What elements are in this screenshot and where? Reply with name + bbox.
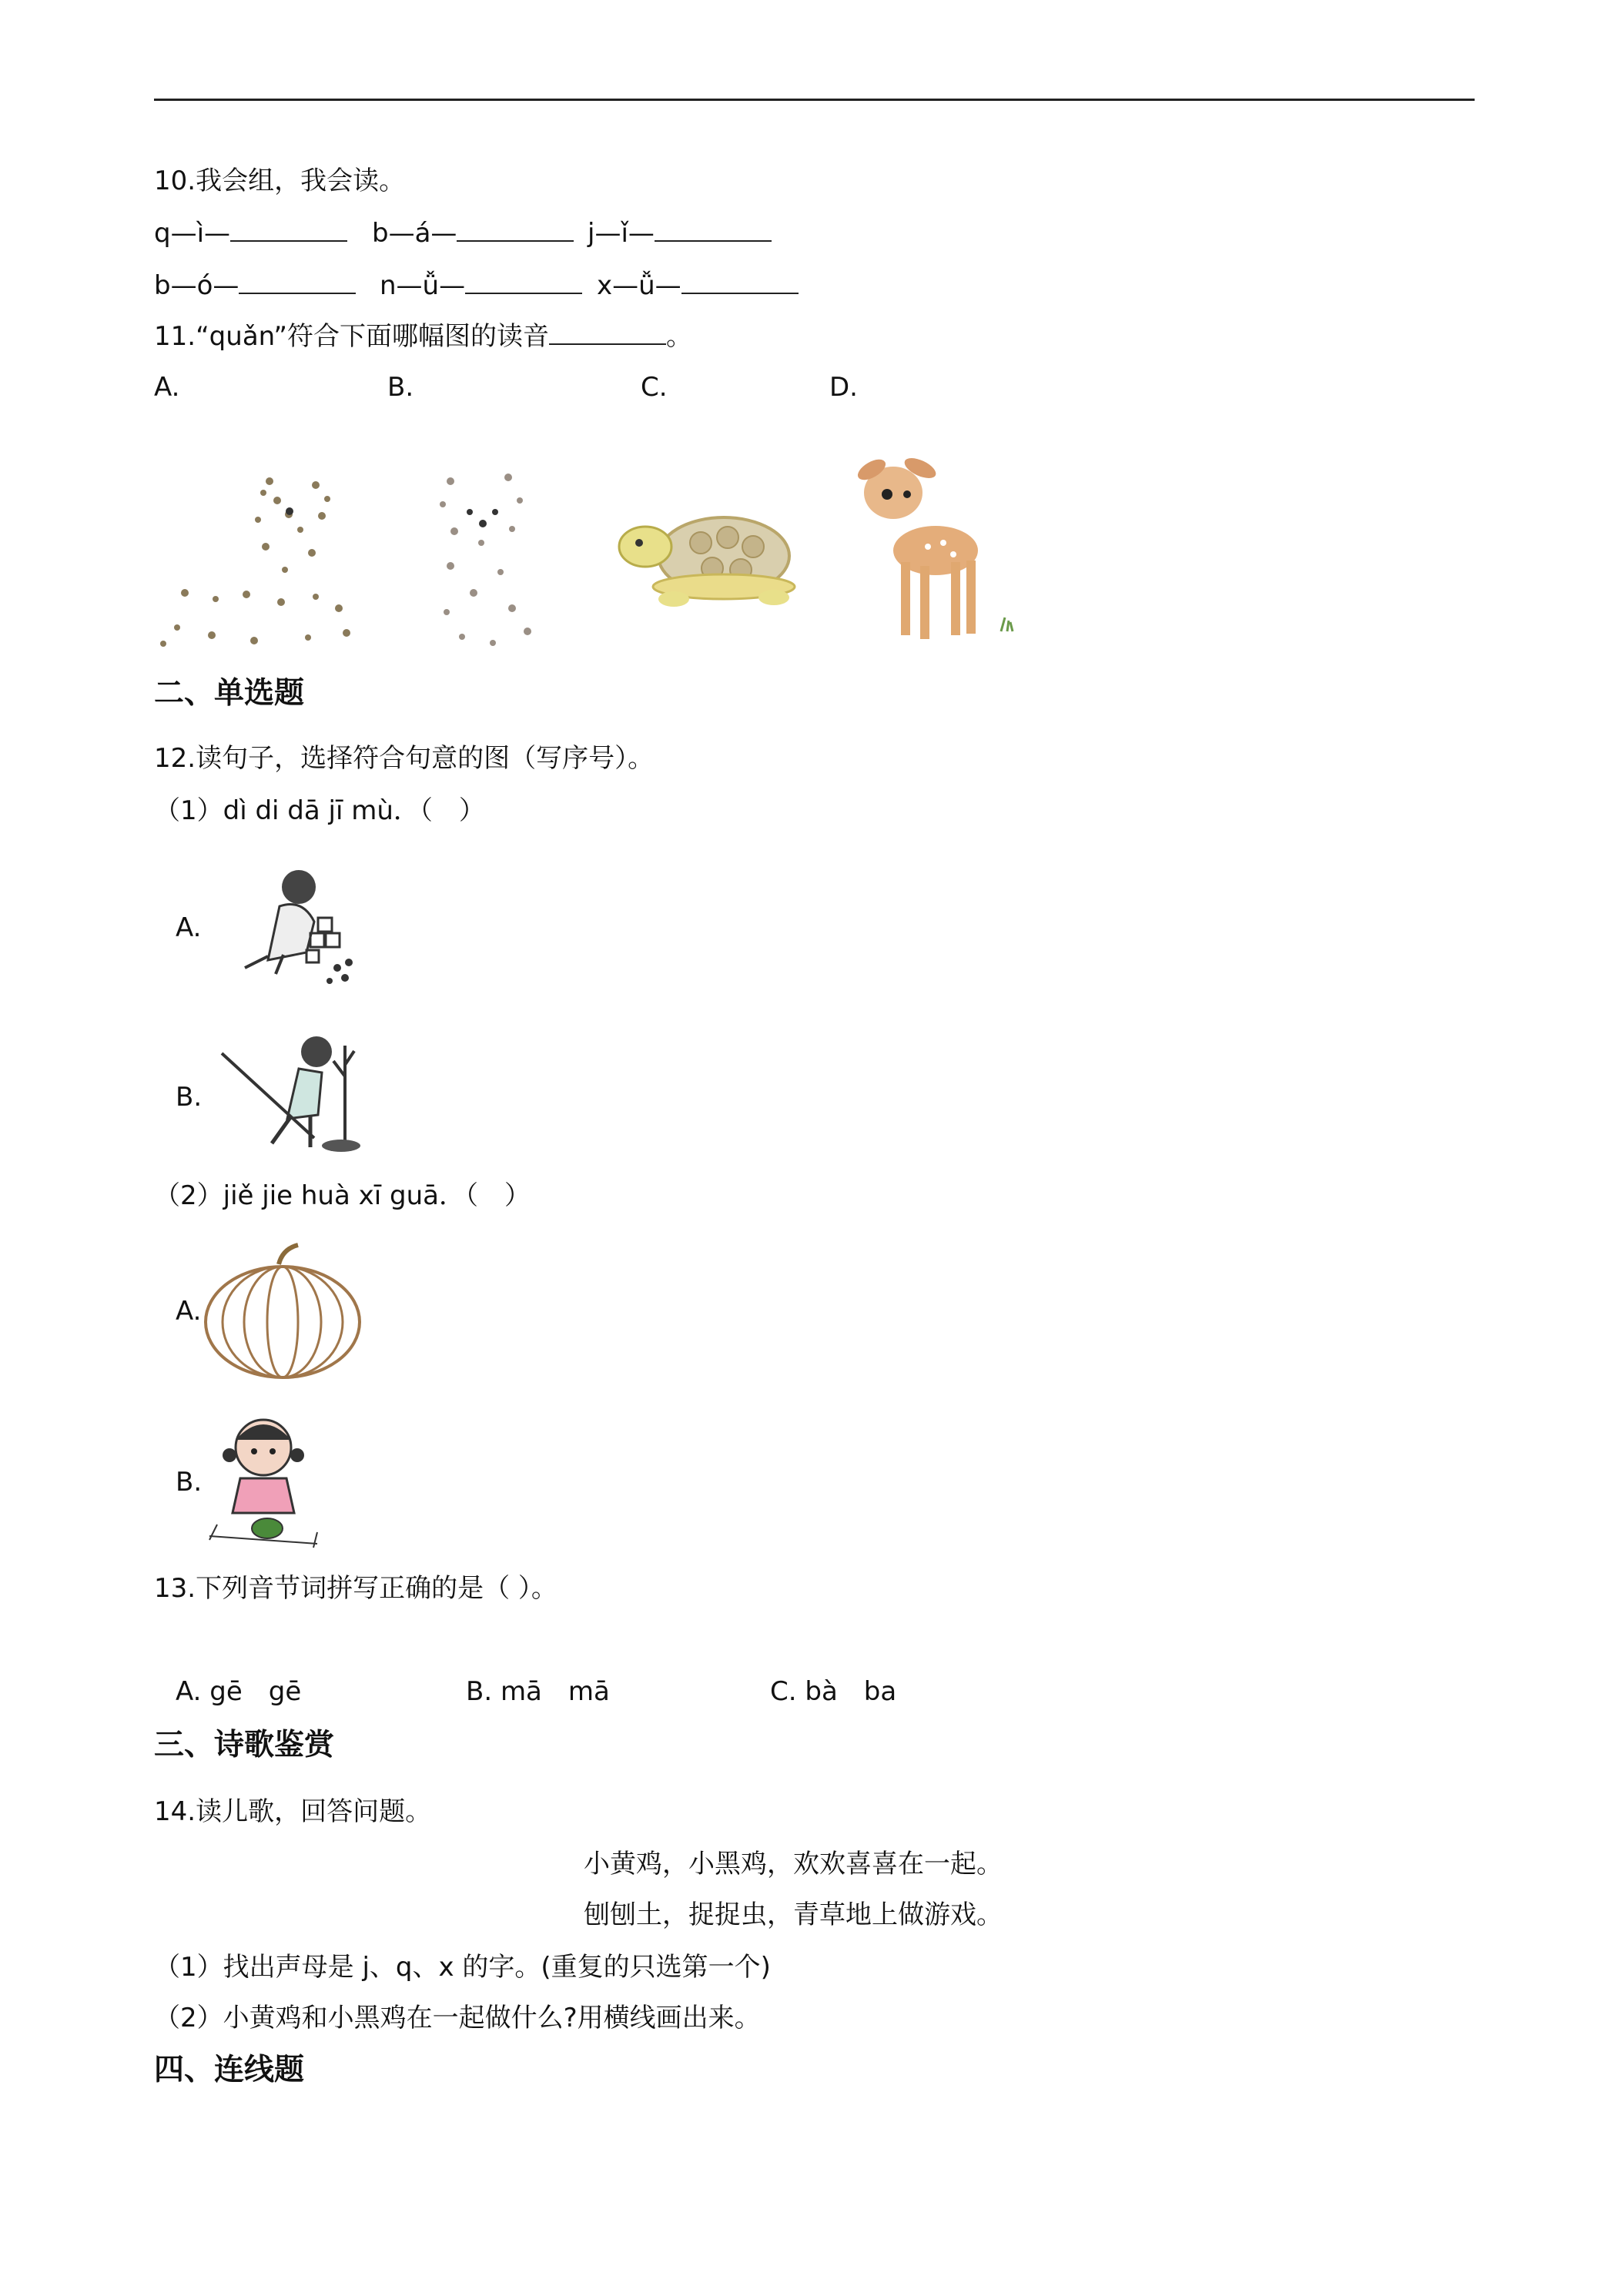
fawn-image [855, 447, 1020, 647]
q10-item: b—ó— [154, 268, 356, 303]
answer-blank[interactable] [457, 217, 574, 242]
q12-p2-option-a[interactable]: A. [176, 1296, 202, 1327]
answer-blank[interactable] [465, 269, 582, 294]
child-planting-tree-image [206, 1030, 360, 1157]
section-heading: 二、单选题 [154, 676, 305, 711]
q10-item: q—ì— [154, 216, 347, 251]
dotted-dog-image [154, 462, 362, 651]
q11-title: 11.“quǎn”符合下面哪幅图的读音 。 [154, 321, 692, 352]
header-rule [154, 99, 1475, 101]
q10-item: x—ǚ— [597, 268, 799, 303]
q12-part2: （2）jiě jie huà xī guā．（ ） [154, 1180, 531, 1211]
q12-title: 12.读句子，选择符合句意的图（写序号）。 [154, 743, 655, 774]
q14-sub2: （2）小黄鸡和小黑鸡在一起做什么?用横线画出来。 [154, 2003, 761, 2033]
turtle-image [608, 500, 809, 612]
answer-blank[interactable] [239, 269, 356, 294]
q12-p1-option-a[interactable]: A. [176, 912, 202, 943]
child-building-blocks-image [206, 864, 360, 987]
girl-drawing-watermelon-image [202, 1409, 325, 1551]
answer-blank[interactable] [230, 217, 347, 242]
q11-option-a[interactable]: A. [154, 372, 180, 403]
q12-p2-option-b[interactable]: B. [176, 1467, 203, 1498]
answer-blank[interactable] [681, 269, 799, 294]
poem-line: 刨刨土，捉捉虫，青草地上做游戏。 [584, 1899, 1003, 1930]
q13-option-c[interactable]: C. bà ba [770, 1676, 897, 1707]
q10-title: 10.我会组，我会读。 [154, 166, 406, 196]
section-heading: 三、诗歌鉴赏 [154, 1728, 335, 1762]
q13-option-a[interactable]: A. gē gē [176, 1676, 302, 1707]
q10-item: n—ǚ— [380, 268, 582, 303]
q14-sub1: （1）找出声母是 j、q、x 的字。(重复的只选第一个) [154, 1952, 771, 1983]
q12-p1-option-b[interactable]: B. [176, 1082, 203, 1113]
pumpkin-image [202, 1241, 363, 1380]
q10-item: b—á— [372, 216, 574, 251]
answer-blank[interactable] [549, 320, 666, 345]
section-heading: 四、连线题 [154, 2053, 305, 2087]
q14-title: 14.读儿歌，回答问题。 [154, 1796, 432, 1827]
q11-option-b[interactable]: B. [387, 372, 414, 403]
q11-option-c[interactable]: C. [641, 372, 668, 403]
dotted-bear-image [427, 458, 551, 651]
poem-line: 小黄鸡，小黑鸡，欢欢喜喜在一起。 [584, 1849, 1003, 1879]
q13-option-b[interactable]: B. mā mā [466, 1676, 610, 1707]
q10-item: j—ǐ— [588, 216, 772, 251]
q12-part1: （1）dì di dā jī mù．（ ） [154, 795, 485, 826]
q13-title: 13.下列音节词拼写正确的是（ ）。 [154, 1573, 558, 1604]
q11-option-d[interactable]: D. [829, 372, 858, 403]
answer-blank[interactable] [655, 217, 772, 242]
